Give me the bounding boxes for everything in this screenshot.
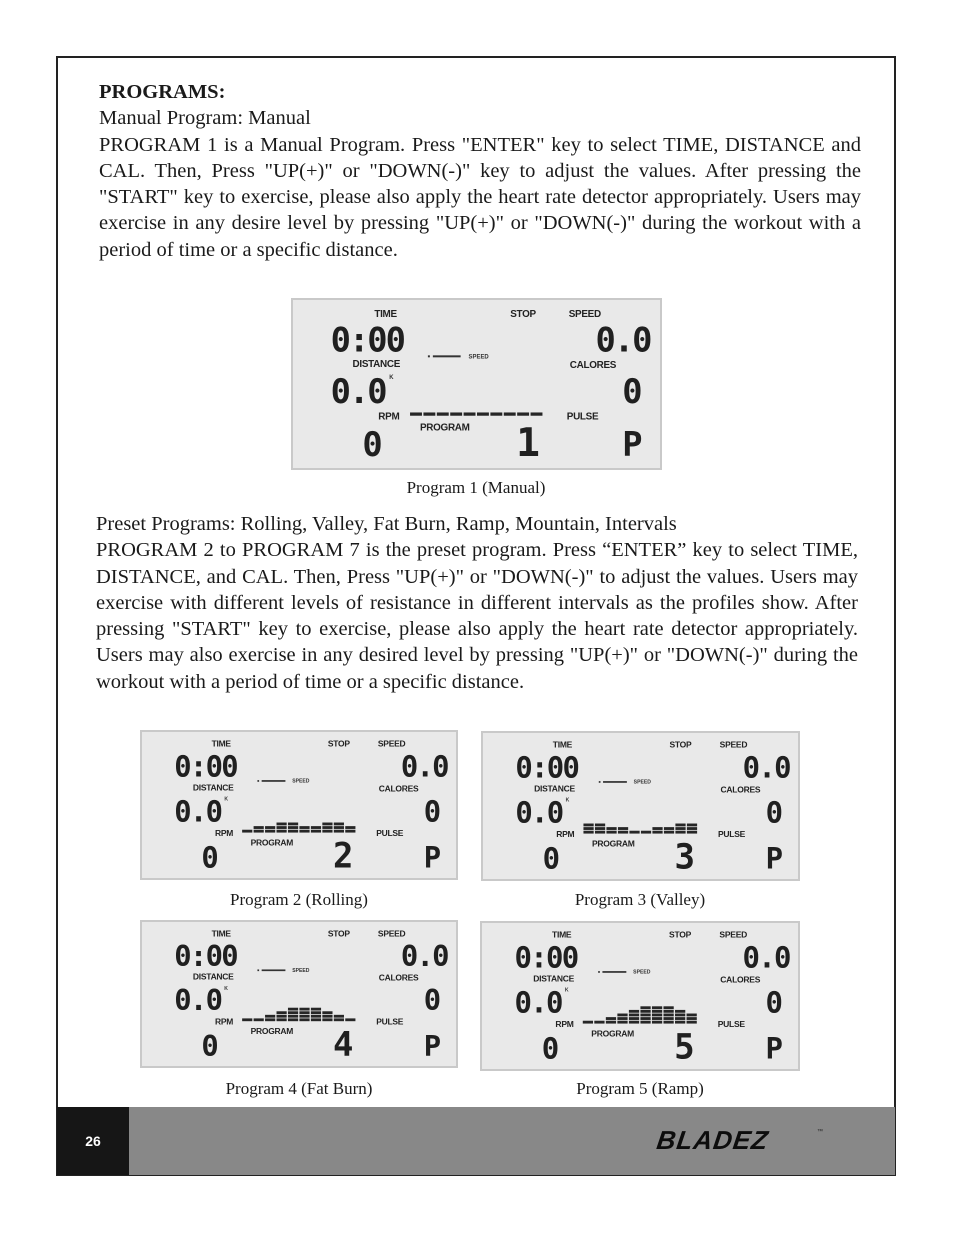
lcd-label-calories: CALORES [720,974,761,985]
profile-segment [254,830,264,833]
profile-segment [664,831,674,834]
profile-segment [595,831,605,834]
profile-segment [322,823,332,826]
lcd-label-rpm: RPM [556,828,575,839]
profile-segment [277,1018,287,1021]
profile-segment [629,1017,639,1020]
profile-segment [322,1011,332,1014]
profile-segment [277,1015,287,1018]
resistance-profile [583,824,697,834]
profile-segment [617,1021,627,1024]
lcd-label-distance: DISTANCE [352,359,401,371]
lcd-label-distance: DISTANCE [534,783,575,794]
lcd-value-rpm: 0 [201,840,218,875]
lcd-value-program-number: 1 [516,420,539,467]
lcd-label-calories: CALORES [720,784,761,795]
profile-segment [410,412,422,415]
lcd-value-distance: 0.0 [514,985,562,1020]
lcd-label-k: K [389,375,394,382]
lcd-value-calories: 0 [423,983,440,1018]
profile-segment [652,1021,662,1024]
lcd-label-rpm: RPM [378,411,400,423]
lcd-display-program-2 [140,730,458,880]
profile-segment [311,1008,321,1011]
profile-segment [517,412,529,415]
speed-indicator-dot [599,781,601,783]
profile-segment [288,1018,298,1021]
lcd-value-time: 0:00 [330,320,404,360]
speed-indicator-bar [262,780,286,782]
profile-segment [299,830,309,833]
brand-logo: BLADEZ [654,1125,771,1155]
lcd-value-time: 0:00 [514,940,578,975]
profile-segment [583,831,593,834]
lcd-label-speed: SPEED [377,928,406,939]
profile-segment [675,1021,685,1024]
lcd-label-pulse: PULSE [376,1016,404,1027]
profile-segment [617,1014,627,1017]
profile-segment [664,827,674,830]
lcd-value-distance: 0.0 [330,371,386,411]
profile-segment [265,830,275,833]
profile-segment [629,831,639,834]
speed-indicator-dot [598,971,600,973]
profile-segment [606,831,616,834]
profile-segment [242,830,252,833]
profile-segment [675,824,685,827]
lcd-value-speed: 0.0 [742,750,790,785]
profile-segment [663,1017,673,1020]
profile-segment [311,830,321,833]
page-number-box [57,1107,129,1175]
lcd-label-speed: SPEED [377,738,406,749]
profile-segment [504,412,516,415]
caption-program-4: Program 4 (Fat Burn) [225,1079,373,1098]
profile-segment [345,826,355,829]
lcd-value-rpm: 0 [201,1028,218,1063]
profile-segment [299,1015,309,1018]
lcd-display-program-3 [481,731,800,881]
profile-segment [606,827,616,830]
lcd-label-k: K [224,985,228,992]
profile-segment [640,1021,650,1024]
caption-program-3: Program 3 (Valley) [574,890,706,909]
lcd-label-program: PROGRAM [250,1025,294,1036]
speed-indicator-bar [433,355,461,357]
lcd-label-rpm: RPM [214,827,234,838]
profile-segment [652,1006,662,1009]
programs-intro [99,79,861,263]
profile-segment [629,1010,639,1013]
profile-segment [299,1011,309,1014]
profile-segment [675,1014,685,1017]
profile-segment [640,1017,650,1020]
lcd-label-pulse: PULSE [717,1018,745,1029]
profile-segment [423,412,435,415]
lcd-label-speed-small: SPEED [292,778,310,785]
profile-segment [641,831,651,834]
profile-segment [288,826,298,829]
profile-segment [687,1014,697,1017]
profile-segment [629,1021,639,1024]
lcd-label-program: PROGRAM [419,422,470,434]
profile-segment [618,827,628,830]
lcd-label-time: TIME [211,738,231,749]
lcd-label-distance: DISTANCE [533,973,575,984]
lcd-value-distance: 0.0 [174,983,222,1018]
profile-segment [652,827,662,830]
lcd-value-speed: 0.0 [400,939,448,974]
lcd-screen [142,922,456,1066]
manual-program-line: Manual Program: Manual [99,107,311,130]
profile-segment [254,826,264,829]
lcd-value-pulse: P [423,1028,440,1063]
profile-segment [334,1015,344,1018]
profile-segment [288,830,298,833]
profile-segment [663,1021,673,1024]
resistance-profile [410,412,542,415]
lcd-label-pulse: PULSE [566,411,599,423]
lcd-label-stop: STOP [669,739,692,750]
profile-segment [242,1018,252,1021]
profile-segment [606,1017,616,1020]
lcd-value-pulse: P [765,841,782,876]
lcd-label-program: PROGRAM [250,837,294,848]
profile-segment [618,831,628,834]
lcd-label-stop: STOP [669,929,692,940]
lcd-label-speed-small: SPEED [468,354,489,361]
profile-segment [606,1021,616,1024]
profile-segment [663,1006,673,1009]
lcd-display-program-4 [140,920,458,1068]
lcd-label-rpm: RPM [555,1018,574,1029]
profile-segment [652,1017,662,1020]
lcd-value-rpm: 0 [541,1031,558,1066]
resistance-profile [242,823,355,833]
profile-segment [687,824,697,827]
profile-segment [311,826,321,829]
lcd-label-distance: DISTANCE [192,782,234,793]
profile-segment [595,827,605,830]
lcd-value-program-number: 2 [332,836,352,877]
lcd-value-program-number: 3 [674,837,694,878]
profile-segment [334,823,344,826]
profile-segment [322,1018,332,1021]
lcd-label-distance: DISTANCE [192,971,234,982]
profile-segment [663,1010,673,1013]
profile-segment [322,1015,332,1018]
profile-segment [450,412,462,415]
profile-segment [583,827,593,830]
caption-program-1: Program 1 (Manual) [406,478,546,497]
lcd-label-rpm: RPM [214,1016,234,1027]
lcd-label-k: K [564,987,569,994]
profile-segment [322,830,332,833]
lcd-value-time: 0:00 [515,750,579,785]
lcd-value-program-number: 4 [332,1024,352,1064]
profile-segment [531,412,543,415]
profile-segment [687,827,697,830]
lcd-value-program-number: 5 [674,1027,694,1068]
lcd-value-speed: 0.0 [595,320,651,360]
profile-segment [299,1018,309,1021]
preset-programs-description: PROGRAM 2 to PROGRAM 7 is the preset program. Press “ENTER” key to select TIME, DISTANCE, and CAL. Then, Press "UP(+)" or "DOWN(-)" to adjust the values. Users may exercise with different levels of resistance in different intervals as the profiles show. After pressing "START" key to exercise, please also apply the heart rate detector appropriately. Users may also exercise in any desired level by pressing "UP(+)" or "DOWN(-)" during the workout with a period of time or a specific distance. [96,539,858,693]
profile-segment [277,830,287,833]
profile-segment [652,1010,662,1013]
speed-indicator-bar [603,781,627,783]
profile-segment [265,1018,275,1021]
profile-segment [322,826,332,829]
lcd-label-k: K [565,797,570,804]
profile-segment [594,1021,604,1024]
lcd-label-stop: STOP [327,738,350,749]
lcd-value-time: 0:00 [174,939,237,974]
profile-segment [675,1010,685,1013]
lcd-value-speed: 0.0 [742,940,790,975]
profile-segment [437,412,449,415]
profile-segment [288,1011,298,1014]
programs-heading: PROGRAMS: [99,81,226,103]
lcd-label-program: PROGRAM [591,838,635,849]
lcd-value-calories: 0 [765,795,782,830]
caption-program-2: Program 2 (Rolling) [230,890,368,909]
speed-indicator-bar [602,971,626,973]
profile-segment [288,1008,298,1011]
lcd-value-calories: 0 [765,985,782,1020]
trademark-mark: ™ [817,1129,823,1135]
lcd-display-program-1 [291,298,662,470]
profile-segment [311,1015,321,1018]
lcd-value-distance: 0.0 [515,795,563,830]
lcd-label-stop: STOP [510,308,536,320]
profile-segment [299,1008,309,1011]
profile-segment [675,827,685,830]
lcd-label-time: TIME [552,739,573,750]
lcd-label-speed: SPEED [719,929,748,940]
profile-segment [675,831,685,834]
profile-segment [687,1021,697,1024]
profile-segment [595,824,605,827]
speed-indicator-bar [262,969,286,971]
lcd-value-rpm: 0 [362,425,381,465]
profile-segment [687,1017,697,1020]
lcd-value-pulse: P [423,840,440,875]
lcd-label-speed-small: SPEED [633,969,651,976]
profile-segment [311,1018,321,1021]
lcd-label-calories: CALORES [569,360,617,372]
profile-segment [277,1011,287,1014]
profile-segment [675,1017,685,1020]
profile-segment [345,830,355,833]
caption-program-5: Program 5 (Ramp) [576,1079,704,1098]
lcd-label-speed-small: SPEED [292,967,310,974]
profile-segment [477,412,489,415]
page-footer [57,1107,895,1175]
lcd-screen [293,300,660,468]
profile-segment [640,1014,650,1017]
profile-segment [617,1017,627,1020]
page-number: 26 [85,1133,101,1149]
lcd-value-calories: 0 [423,794,440,829]
lcd-value-speed: 0.0 [400,749,448,784]
profile-segment [299,826,309,829]
profile-segment [265,1015,275,1018]
speed-indicator-dot [428,355,430,357]
lcd-label-time: TIME [552,929,572,940]
speed-indicator-dot [257,969,259,971]
profile-segment [464,412,476,415]
lcd-label-time: TIME [211,928,231,939]
lcd-label-program: PROGRAM [591,1028,635,1039]
lcd-value-time: 0:00 [174,749,237,784]
lcd-label-speed: SPEED [719,739,748,750]
profile-segment [288,1015,298,1018]
lcd-label-stop: STOP [327,928,350,939]
profile-segment [583,1021,593,1024]
profile-segment [277,823,287,826]
lcd-screen [483,733,798,879]
resistance-profile [583,1006,697,1023]
profile-segment [334,1018,344,1021]
profile-segment [334,826,344,829]
lcd-screen [482,923,798,1069]
profile-segment [265,826,275,829]
preset-programs [96,511,858,695]
profile-segment [640,1006,650,1009]
profile-segment [334,830,344,833]
lcd-value-pulse: P [765,1031,782,1066]
lcd-label-calories: CALORES [378,972,419,983]
lcd-label-pulse: PULSE [717,828,746,839]
lcd-label-pulse: PULSE [376,827,404,838]
profile-segment [687,831,697,834]
profile-segment [640,1010,650,1013]
lcd-label-time: TIME [374,308,397,320]
profile-segment [345,1018,355,1021]
program-1-description: PROGRAM 1 is a Manual Program. Press "ENTER" key to select TIME, DISTANCE and CAL. Then, Press "UP(+)" or "DOWN(-)" key to adjust the values. After pressing the "START" key to exercise, please also apply the heart rate detector appropriately. Users may exercise in any desire level by pressing "UP(+)" or "DOWN(-)" during the workout with a period of time or a specific distance. [99,133,861,261]
profile-segment [254,1018,264,1021]
lcd-label-k: K [224,796,228,803]
lcd-screen [142,732,456,878]
profile-segment [652,1014,662,1017]
profile-segment [652,831,662,834]
profile-segment [277,826,287,829]
profile-segment [629,1014,639,1017]
lcd-value-calories: 0 [622,371,641,411]
lcd-value-distance: 0.0 [174,794,222,829]
speed-indicator-dot [257,780,259,782]
profile-segment [583,824,593,827]
lcd-value-rpm: 0 [542,841,559,876]
lcd-display-program-5 [480,921,800,1071]
lcd-label-speed-small: SPEED [633,779,651,786]
lcd-label-speed: SPEED [568,308,601,320]
profile-segment [288,823,298,826]
profile-segment [490,412,502,415]
lcd-label-calories: CALORES [378,783,419,794]
profile-segment [311,1011,321,1014]
lcd-value-pulse: P [622,425,641,465]
preset-programs-line: Preset Programs: Rolling, Valley, Fat Burn, Ramp, Mountain, Intervals [96,513,677,535]
resistance-profile [242,1008,355,1021]
profile-segment [663,1014,673,1017]
